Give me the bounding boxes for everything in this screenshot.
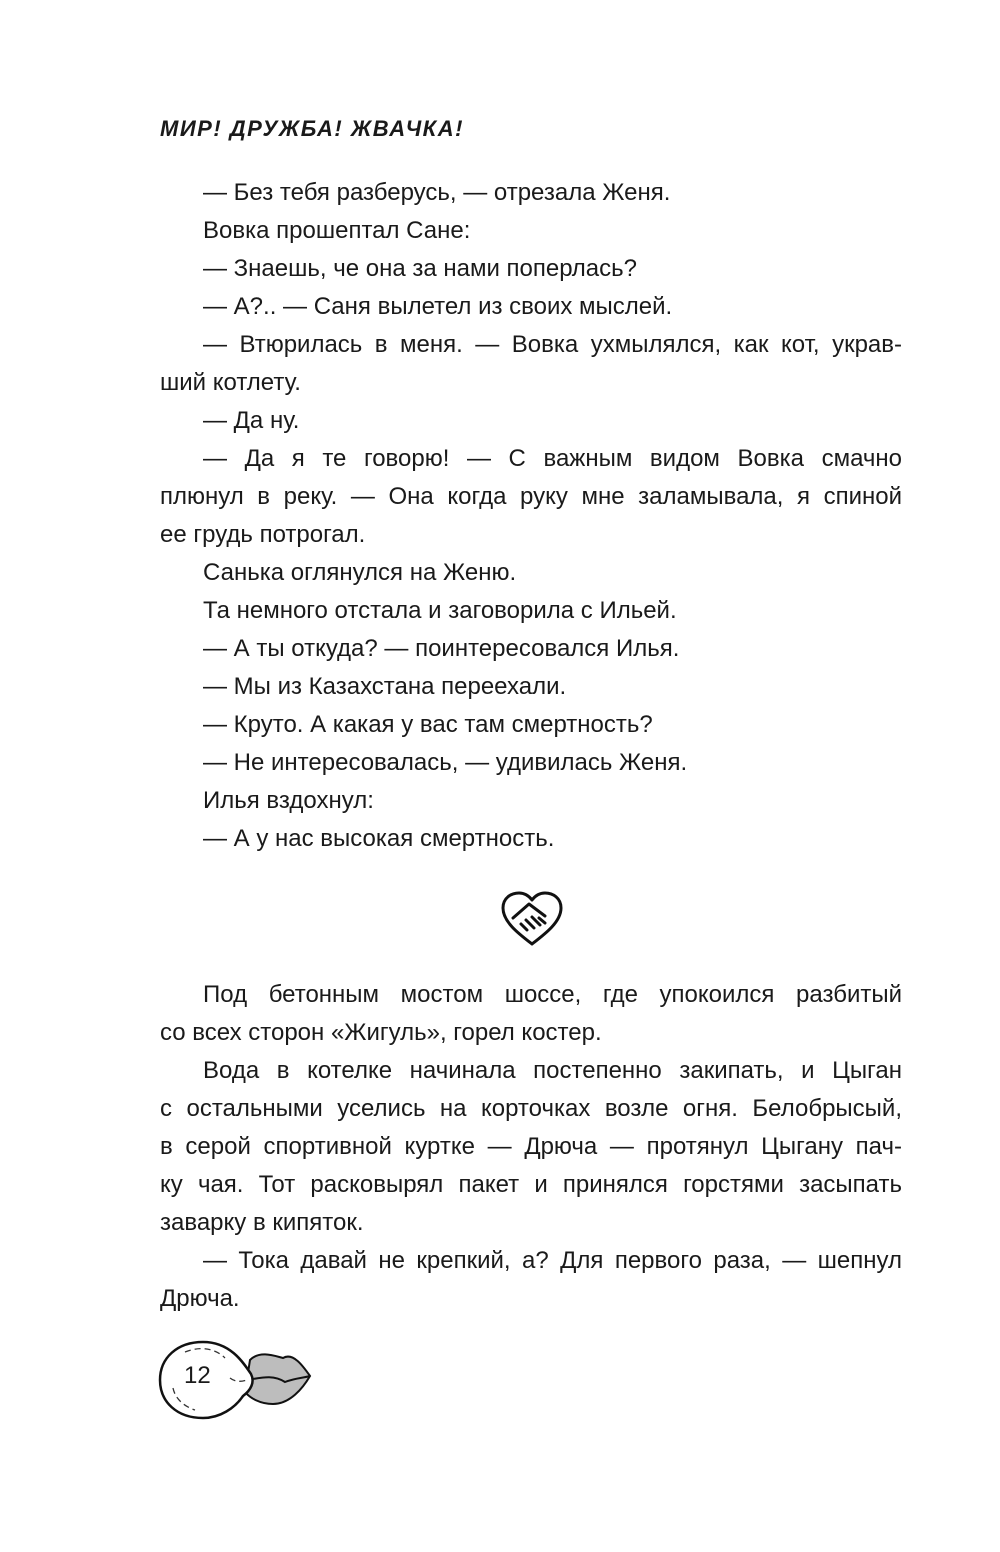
paragraph-line: — Круто. А какая у вас там смертность?	[203, 711, 653, 738]
paragraph-line: с остальными уселись на корточках возле огня. Белобрысый,	[160, 1095, 902, 1122]
paragraph-line: — Без тебя разберусь, — отрезала Женя.	[203, 179, 671, 206]
paragraph-line: Илья вздохнул:	[203, 787, 374, 814]
bubblegum-lips-icon	[155, 1338, 315, 1428]
paragraph-line: ку чая. Тот расковырял пакет и принялся горстями засыпать	[160, 1171, 902, 1198]
paragraph-line: заварку в кипяток.	[160, 1209, 364, 1236]
text-section-1	[160, 174, 902, 858]
paragraph-line: Санька оглянулся на Женю.	[203, 559, 517, 586]
paragraph-line: Дрюча.	[160, 1285, 240, 1312]
paragraph-line: со всех сторон «Жигуль», горел костер.	[160, 1019, 602, 1046]
paragraph-line: — Знаешь, че она за нами поперлась?	[203, 255, 637, 282]
paragraph-line: — Да ну.	[203, 407, 300, 434]
page-number-badge	[155, 1338, 315, 1428]
paragraph-line: в серой спортивной куртке — Дрюча — протянул Цыгану пач-	[160, 1133, 902, 1160]
text-section-2	[160, 976, 902, 1318]
paragraph-line: — Втюрилась в меня. — Вовка ухмылялся, как кот, украв-	[203, 331, 902, 358]
paragraph-line: — А ты откуда? — поинтересовался Илья.	[203, 635, 680, 662]
paragraph-line: — Мы из Казахстана переехали.	[203, 673, 567, 700]
paragraph-line: — Да я те говорю! — С важным видом Вовка смачно	[203, 445, 902, 472]
paragraph-line: ший котлету.	[160, 369, 301, 396]
handshake-heart-icon	[499, 890, 565, 948]
paragraph-line: — А?.. — Саня вылетел из своих мыслей.	[203, 293, 673, 320]
paragraph-line: плюнул в реку. — Она когда руку мне заламывала, я спиной	[160, 483, 902, 510]
paragraph-line: Вода в котелке начинала постепенно закипать, и Цыган	[203, 1057, 902, 1084]
paragraph-line: Под бетонным мостом шоссе, где упокоился разбитый	[203, 981, 902, 1008]
paragraph-line: — Не интересовалась, — удивилась Женя.	[203, 749, 688, 776]
page-number: 12	[184, 1362, 211, 1389]
paragraph-line: ее грудь потрогал.	[160, 521, 366, 548]
paragraph-line: Вовка прошептал Сане:	[203, 217, 471, 244]
paragraph-line: — Тока давай не крепкий, а? Для первого раза, — шепнул	[203, 1247, 902, 1274]
paragraph-line: Та немного отстала и заговорила с Ильей.	[203, 597, 677, 624]
paragraph-line: — А у нас высокая смертность.	[203, 825, 555, 852]
running-header: МИР! ДРУЖБА! ЖВАЧКА!	[160, 116, 464, 141]
